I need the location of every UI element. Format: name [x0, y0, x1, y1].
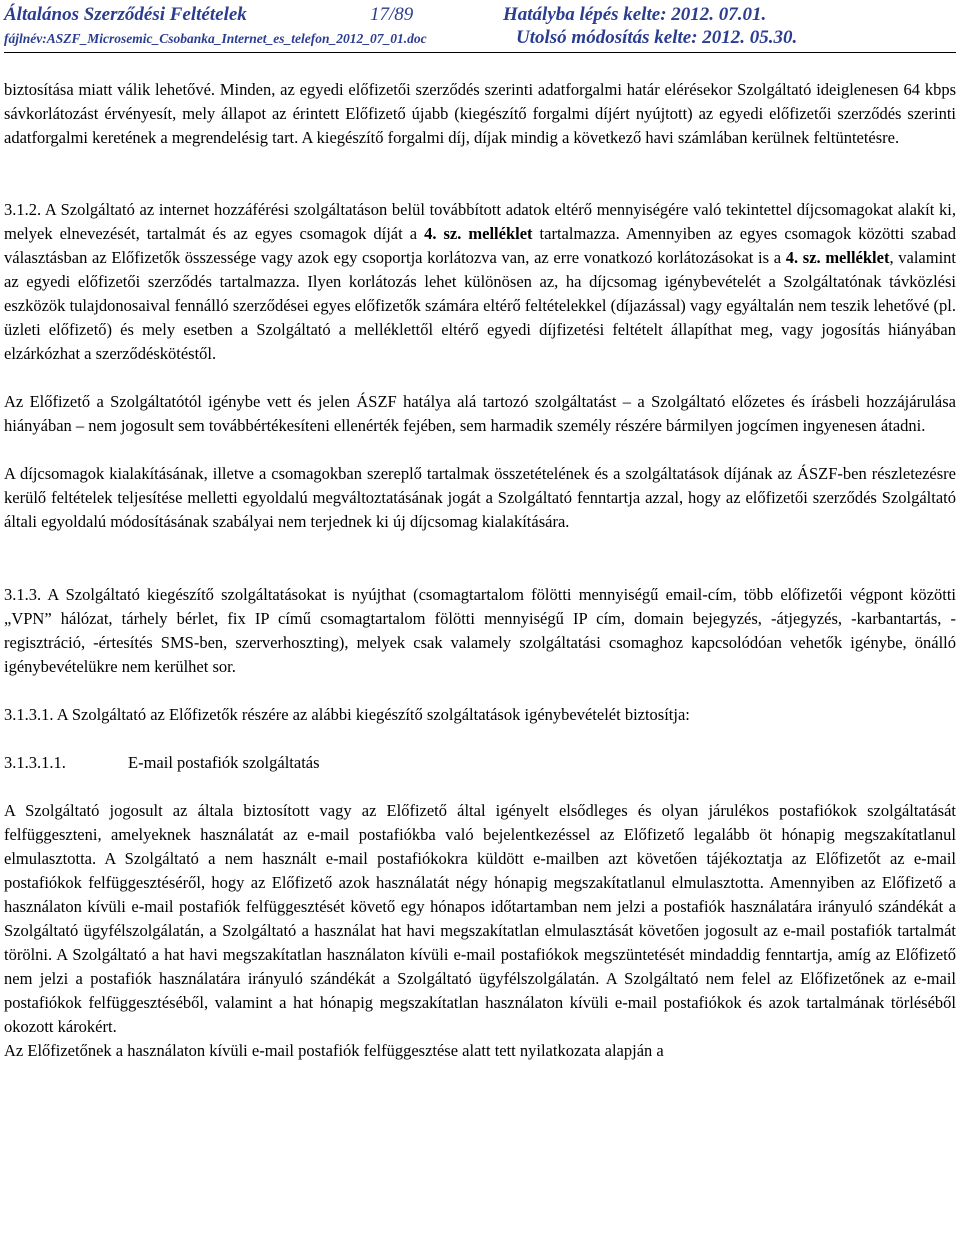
paragraph-package-changes: A díjcsomagok kialakításának, illetve a csomagokban szereplő tartalmak összetételének és a szolgáltatások díjának az ÁSZF-ben részletezésre kerülő feltételek teljesítése melletti egyoldalú megváltoztatásának jogát a Szolgáltató fenntartja azzal, hogy az előfizetői szerződés Szolgáltató általi egyoldalú módosításának szabályai nem terjednek ki új díjcsomag kialakítására. [4, 464, 956, 531]
document-body [4, 78, 956, 1063]
annex-reference-2: 4. sz. melléklet [785, 248, 890, 267]
annex-reference-1: 4. sz. melléklet [424, 224, 533, 243]
header-page-number: 17/89 [370, 4, 414, 25]
paragraph-3-1-2-text-3: , valamint az egyedi előfizetői szerződés tartalmazza. Ilyen korlátozás lehet különösen az, ha díjcsomag igénybevételét a Szolgáltatónak távközlési eszközök tulajdonosaival fennálló szerződései egyes előfizetők számára eltérő feltételekkel (díjazással) vagy egyáltalán nem teszik lehetővé (pl. üzleti előfizető) és mely esetben a Szolgáltató a melléklettől eltérő egyedi díjfizetési feltételt állapíthat meg, vagy jogosítás hiányában elzárkózhat a szerződéskötéstől. [4, 248, 957, 363]
paragraph-subscriber-statement: Az Előfizetőnek a használaton kívüli e-mail postafiók felfüggesztése alatt tett nyilatkozata alapján a [4, 1041, 664, 1060]
header-filename: fájlnév:ASZF_Microsemic_Csobanka_Internet_es_telefon_2012_07_01.doc [4, 31, 427, 46]
paragraph-traffic-limit: biztosítása miatt válik lehetővé. Minden, az egyedi előfizetői szerződés szerinti adatforgalmi határ elérésekor Szolgáltató ideiglenesen 64 kbps sávkorlátozást érvényesít, mely állapot az érintett Előfizető újabb (kiegészítő forgalmi díjért nyújtott) az egyedi előfizetői szerződés szerinti adatforgalmi keretének a megrendelésig tart. A kiegészítő forgalmi díj, díjak mindig a következő havi számlában kerülnek feltüntetésre. [4, 80, 956, 147]
header-title: Általános Szerződési Feltételek [4, 4, 247, 25]
paragraph-3-1-3: 3.1.3. A Szolgáltató kiegészítő szolgáltatásokat is nyújthat (csomagtartalom fölötti mennyiségű email-cím, több előfizetői végpont közötti „VPN” hálózat, tárhely bérlet, fix IP című csomagtartalom fölötti mennyiségű IP cím, domain bejegyzés, -átjegyzés, -karbantartás, -regisztráció, -értesítés SMS-ben, szerverhoszting), melyek csak valamely szolgáltatási csomaghoz kapcsolódóan vehetők igénybe, önálló igénybevételükre nem kerülhet sor. [4, 585, 956, 676]
header-rule [4, 52, 956, 53]
paragraph-3-1-2-text-2: tartalmazza. Amennyiben az egyes csomagok közötti szabad választásban az Előfizetők összessége vagy azok egy csoportja korlátozva van, az erre vonatkozó korlátozásokat is a [4, 224, 956, 267]
paragraph-3-1-2-text-1: 3.1.2. A Szolgáltató az internet hozzáférési szolgáltatáson belül továbbított adatok eltérő mennyiségére való tekintettel díjcsomagokat alakít ki, melyek elnevezését, tartalmát és az egyes csomagok díját a [4, 200, 956, 243]
paragraph-mailbox-suspension: A Szolgáltató jogosult az általa biztosított vagy az Előfizető által igényelt elsődleges és olyan járulékos postafiókok szolgáltatását felfüggeszteni, amelyeknek használatát az e-mail postafiókba való bejelentkezéssel az Előfizető legalább öt hónapig megszakítatlanul elmulasztotta. A Szolgáltató a nem használt e-mail postafiókokra küldött e-mailben azt követően tájékoztatja az Előfizetőt az e-mail postafiókok felfüggesztéséről, hogy az Előfizető azok használatát négy hónapig megszakítatlanul elmulasztotta. Amennyiben az Előfizető a használaton kívüli e-mail postafiók felfüggesztését követő egy hónapos időtartamban nem jelzi a postafiók használatára irányuló szándékát a Szolgáltató ügyfélszolgálatán, a Szolgáltató a használat hat havi megszakítatlan elmulasztását követően jogosult az e-mail postafiók tartalmát törölni. A Szolgáltató a hat havi megszakítatlan használaton kívüli e-mail postafiókok megszüntetését mindaddig fenntartja, amíg az Előfizető nem jelzi a postafiók használatára irányuló szándékát a Szolgáltató ügyfélszolgálatán. A Szolgáltató nem felel az Előfizetőnek az e-mail postafiókok felfüggesztéséből, valamint a hat hónapig megszakítatlan használaton kívüli e-mail postafiókok és azok tartalmának törléséből okozott károkért. [4, 801, 956, 1036]
section-heading-number: 3.1.3.1.1. [4, 753, 66, 772]
section-heading-text: E-mail postafiók szolgáltatás [128, 753, 320, 772]
section-heading-email [4, 751, 956, 775]
paragraph-3-1-2 [4, 198, 956, 366]
header-modified-date: Utolsó módosítás kelte: 2012. 05.30. [516, 27, 798, 48]
paragraph-resale-prohibition: Az Előfizető a Szolgáltatótól igénybe vett és jelen ÁSZF hatálya alá tartozó szolgáltatást – a Szolgáltató előzetes és írásbeli hozzájárulása hiányában – nem jogosult sem továbbértékesíteni ellenérték fejében, sem harmadik személy részére bármilyen jogcímen ingyenesen átadni. [4, 392, 956, 435]
paragraph-3-1-3-1: 3.1.3.1. A Szolgáltató az Előfizetők részére az alábbi kiegészítő szolgáltatások igénybevételét biztosítja: [4, 705, 690, 724]
page-header [4, 2, 956, 48]
header-effective-date: Hatályba lépés kelte: 2012. 07.01. [503, 4, 767, 25]
